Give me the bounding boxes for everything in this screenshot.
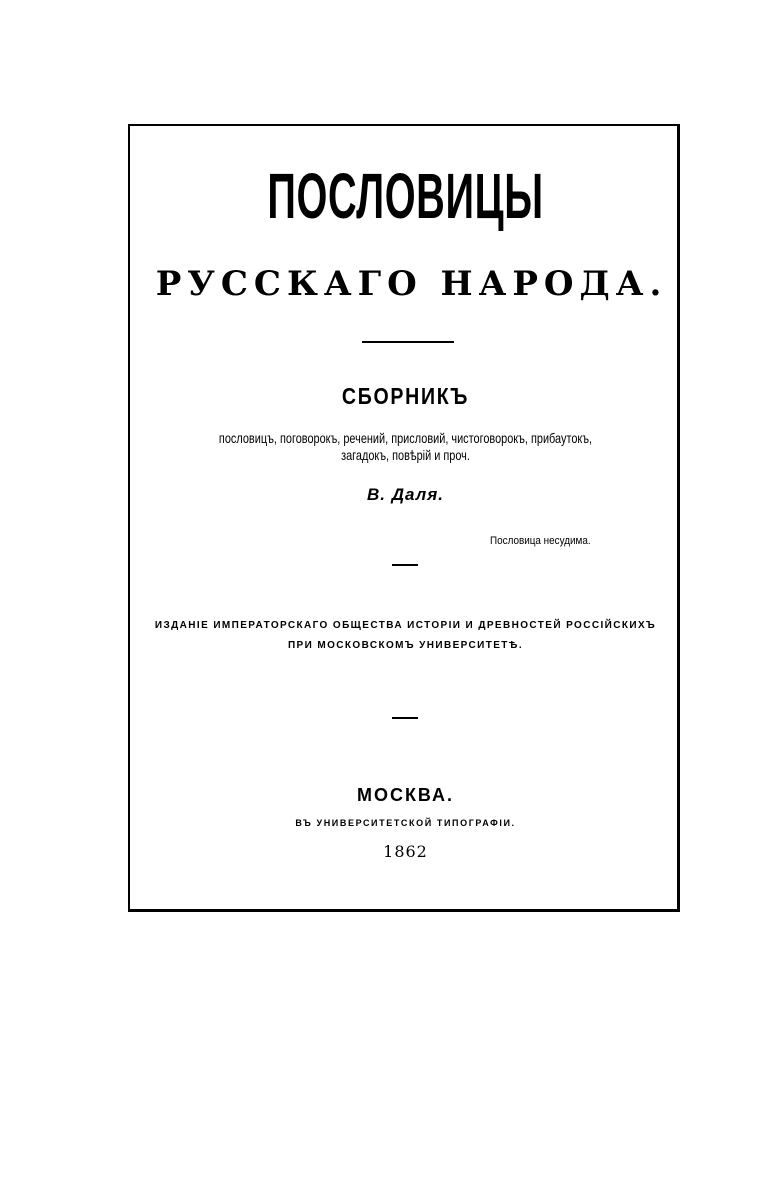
short-divider-rule	[392, 717, 418, 719]
book-title: ПОСЛОВИЦЫ	[267, 160, 544, 232]
description-line-1: пословицъ, поговорокъ, речений, присловий, чистоговорокъ, прибаутокъ,	[218, 430, 593, 446]
short-divider-rule	[392, 564, 418, 566]
edition-line-2: ПРИ МОСКОВСКОМЪ УНИВЕРСИТЕТѢ.	[287, 640, 524, 651]
publication-city: МОСКВА.	[356, 785, 455, 805]
description-line-2: загадокъ, повѣрiй и проч.	[341, 447, 470, 463]
epigraph: Пословица несудима.	[490, 535, 591, 547]
author-name: В. Даля.	[367, 485, 444, 504]
divider-rule	[362, 341, 454, 343]
printer-line: ВЪ УНИВЕРСИТЕТСКОЙ ТИПОГРАФIИ.	[295, 818, 516, 828]
edition-line-1: ИЗДАНIЕ ИМПЕРАТОРСКАГО ОБЩЕСТВА ИСТОРIИ И ДРЕВНОСТЕЙ РОССIЙСКИХЪ	[154, 620, 657, 631]
collection-heading: СБОРНИКЪ	[341, 383, 470, 409]
publication-year: 1862	[383, 842, 428, 861]
book-subtitle: РУССКАГО НАРОДА.	[155, 264, 668, 304]
